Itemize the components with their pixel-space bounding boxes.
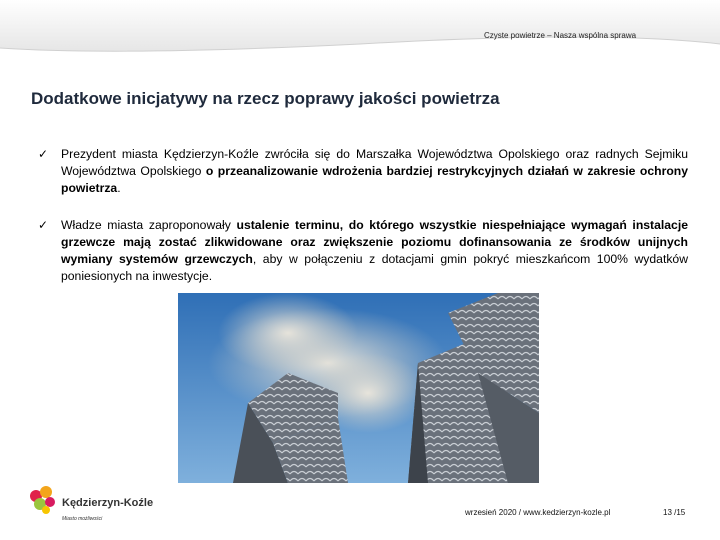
- header-text: Czyste powietrze – Nasza wspólna sprawa: [484, 31, 637, 40]
- page-title: Dodatkowe inicjatywy na rzecz poprawy jakości powietrza: [31, 89, 500, 108]
- bullet-2-text: Władze miasta zaproponowały: [61, 218, 237, 232]
- bullet-2-bold: ustalenie terminu, do którego wszystkie niespełniające wymagań instalacje grzewcze mają zostać zlikwidowane oraz zwiększenie poziomu dofinansowania ze środków unijnych wymiany systemów grzewczych: [61, 218, 688, 266]
- bullet-1-bold: o przeanalizowanie wdrożenia bardziej restrykcyjnych działań w zakresie ochrony powietrza: [61, 164, 688, 195]
- bullet-item-2: [38, 217, 688, 285]
- bullet-2-end: , aby w połączeniu z dotacjami gmin pokryć mieszkańcom 100% wydatków poniesionych na inwestycje.: [61, 252, 689, 283]
- page-number: 13 /15: [663, 508, 686, 517]
- bullet-item-1: [38, 146, 688, 197]
- chimney-smoke-photo: [178, 293, 539, 483]
- logo-name: Kędzierzyn-Koźle: [62, 497, 154, 509]
- city-logo: [26, 480, 156, 530]
- bullet-1-text: Prezydent miasta Kędzierzyn-Koźle zwróciła się do Marszałka Województwa Opolskiego oraz radnych Sejmiku Województwa Opolskiego: [61, 147, 688, 178]
- logo-tagline: Miasto możliwości: [62, 516, 103, 522]
- bullet-1-end: .: [117, 181, 121, 195]
- bullet-list: [38, 146, 688, 285]
- header-decoration: [0, 0, 720, 52]
- check-icon: ✓: [38, 147, 49, 161]
- footer-text: wrzesień 2020 / www.kedzierzyn-kozle.pl: [465, 508, 611, 517]
- check-icon: ✓: [38, 218, 49, 232]
